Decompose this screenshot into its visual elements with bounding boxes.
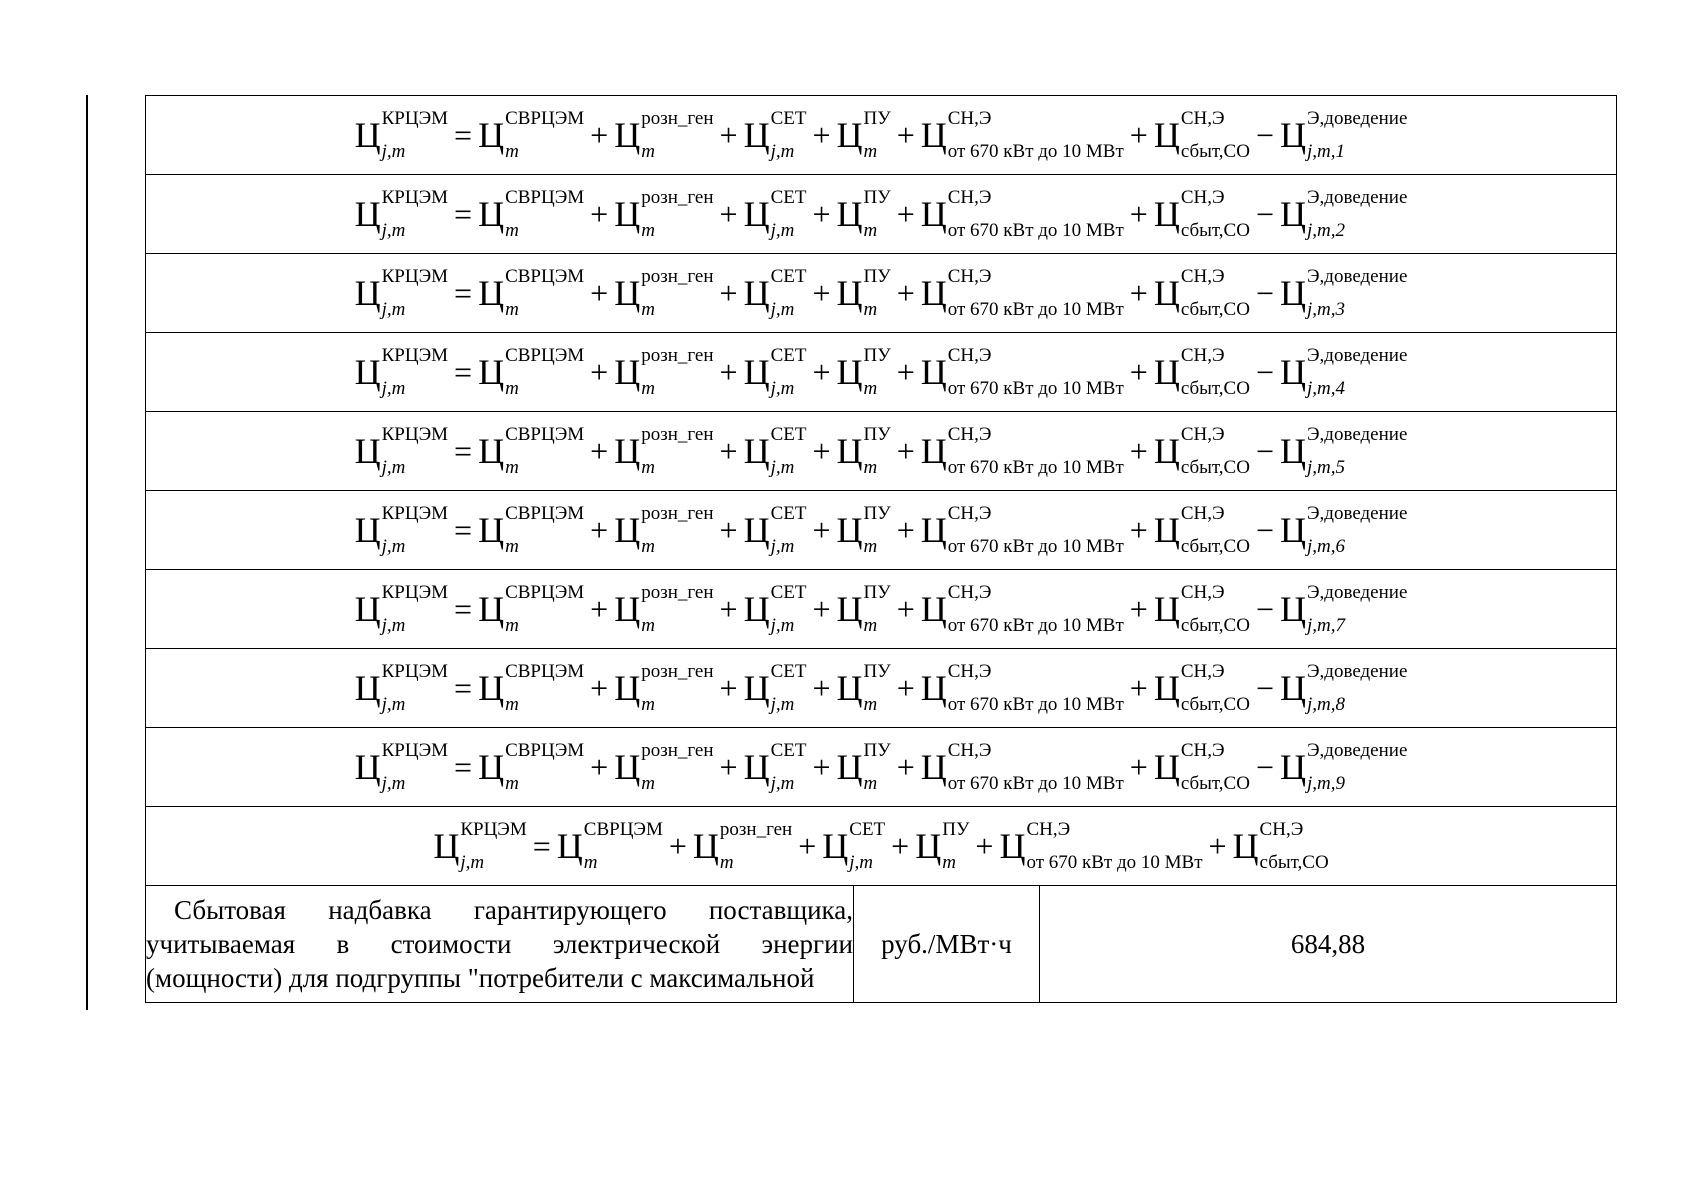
formula-term-adjustment: Ц Э,доведение j,m,4 [1280,345,1408,399]
formula-operator: + [975,827,994,864]
formula-term: Ц СЕТ j,m [822,819,886,873]
price-formula [355,188,1408,240]
unit-cell: руб./МВт·ч [854,886,1040,1003]
formula-operator: + [896,116,915,153]
formula-term: Ц СЕТ j,m [743,503,807,557]
formula-term: Ц СЕТ j,m [743,740,807,794]
formula-operator: + [896,195,915,232]
formula-operator: + [812,432,831,469]
formula-operator: + [1129,669,1148,706]
formula-row [146,570,1617,649]
formula-operator: + [812,353,831,390]
formula-term: Ц СН,Э от 670 кВт до 10 МВт [920,582,1124,636]
formula-term: Ц СН,Э сбыт,СО [1153,108,1250,162]
formula-term: Ц ПУ m [836,108,891,162]
formula-term-adjustment: Ц Э,доведение j,m,5 [1280,424,1408,478]
formula-term: Ц КРЦЭМ j,m [354,740,449,794]
formula-cell [146,96,1617,175]
formula-cell [146,333,1617,412]
formula-term: Ц СВРЦЭМ m [478,582,585,636]
formula-term: Ц розн_ген m [614,661,714,715]
formula-row [146,728,1617,807]
formula-term: Ц ПУ m [836,266,891,320]
formula-term: Ц розн_ген m [614,582,714,636]
formula-operator: + [668,827,687,864]
price-formula [355,583,1408,635]
formula-term: Ц ПУ m [836,661,891,715]
formula-cell [146,412,1617,491]
formula-operator: + [896,432,915,469]
formula-operator: + [812,195,831,232]
formula-term-adjustment: Ц Э,доведение j,m,9 [1280,740,1408,794]
formula-term: Ц ПУ m [836,582,891,636]
formula-operator: + [798,827,817,864]
formula-cell [146,175,1617,254]
formula-term: Ц розн_ген m [614,740,714,794]
formula-term: Ц КРЦЭМ j,m [354,503,449,557]
description-cell [146,886,854,1003]
formula-term: Ц ПУ m [836,424,891,478]
formula-term: Ц КРЦЭМ j,m [354,266,449,320]
formula-operator: = [454,274,473,311]
price-formula [355,662,1408,714]
formula-operator: + [896,590,915,627]
formula-operator: + [719,669,738,706]
formula-term-adjustment: Ц Э,доведение j,m,6 [1280,503,1408,557]
formula-operator: + [1129,511,1148,548]
formula-operator: = [454,353,473,390]
price-formula [355,346,1408,398]
formula-operator: − [1255,748,1274,785]
formula-operator: − [1255,116,1274,153]
formula-term: Ц СН,Э от 670 кВт до 10 МВт [920,424,1124,478]
formula-operator: + [812,511,831,548]
formula-term: Ц СВРЦЭМ m [478,503,585,557]
formula-operator: + [896,748,915,785]
formula-term: Ц СВРЦЭМ m [478,740,585,794]
formula-operator: + [590,195,609,232]
formula-cell [146,649,1617,728]
formula-term: Ц ПУ m [915,819,970,873]
formula-operator: + [896,274,915,311]
formula-rows [146,96,1617,886]
formula-term: Ц розн_ген m [614,266,714,320]
formula-term-adjustment: Ц Э,доведение j,m,7 [1280,582,1408,636]
formula-term: Ц СН,Э от 670 кВт до 10 МВт [920,266,1124,320]
markup-row [146,886,1617,1003]
formula-operator: + [590,511,609,548]
formula-term: Ц розн_ген m [614,345,714,399]
formula-row [146,649,1617,728]
formula-cell [146,254,1617,333]
formula-term: Ц СН,Э от 670 кВт до 10 МВт [920,187,1124,241]
formula-operator: + [896,511,915,548]
formula-operator: + [1129,116,1148,153]
formula-operator: + [1129,274,1148,311]
formula-term: Ц СН,Э сбыт,СО [1232,819,1329,873]
formula-term: Ц СН,Э сбыт,СО [1153,661,1250,715]
formula-term: Ц СВРЦЭМ m [478,108,585,162]
formula-operator: + [1129,195,1148,232]
formula-term: Ц СЕТ j,m [743,424,807,478]
formula-operator: − [1255,274,1274,311]
formula-term: Ц КРЦЭМ j,m [354,424,449,478]
formula-term: Ц розн_ген m [614,108,714,162]
formula-operator: = [454,669,473,706]
formula-term: Ц СЕТ j,m [743,582,807,636]
formula-term-adjustment: Ц Э,доведение j,m,3 [1280,266,1408,320]
formula-cell [146,728,1617,807]
formula-operator: + [590,590,609,627]
formula-operator: + [812,116,831,153]
formula-term: Ц КРЦЭМ j,m [354,108,449,162]
formula-term: Ц СЕТ j,m [743,108,807,162]
formula-row [146,175,1617,254]
formula-operator: − [1255,353,1274,390]
formula-operator: + [719,511,738,548]
formula-operator: + [590,274,609,311]
formula-row [146,333,1617,412]
formula-term: Ц КРЦЭМ j,m [433,819,527,873]
formula-row [146,254,1617,333]
formula-term: Ц СН,Э сбыт,СО [1153,345,1250,399]
formula-term: Ц СВРЦЭМ m [478,424,585,478]
formula-operator: + [1129,353,1148,390]
markup-description: Сбытовая надбавка гарантирующего поставщика, учитываемая в стоимости электрической энергии (мощности) для подгруппы "потребители с максимальной [146,895,853,993]
formula-term-adjustment: Ц Э,доведение j,m,8 [1280,661,1408,715]
formula-operator: + [896,669,915,706]
formula-term: Ц СН,Э от 670 кВт до 10 МВт [920,661,1124,715]
formula-operator: + [719,590,738,627]
formula-term: Ц ПУ m [836,345,891,399]
formula-operator: + [590,353,609,390]
formula-term: Ц СВРЦЭМ m [556,819,663,873]
formula-row [146,96,1617,175]
formula-operator: − [1255,590,1274,627]
formula-operator: + [1208,827,1227,864]
formula-term: Ц СВРЦЭМ m [478,187,585,241]
price-formula [355,109,1408,161]
formula-operator: + [812,669,831,706]
price-formula [433,820,1328,872]
formula-operator: + [590,116,609,153]
formula-term: Ц СН,Э от 670 кВт до 10 МВт [920,108,1124,162]
formula-term: Ц СН,Э сбыт,СО [1153,424,1250,478]
formula-operator: − [1255,669,1274,706]
formula-operator: − [1255,432,1274,469]
formula-operator: + [590,432,609,469]
formula-operator: = [454,432,473,469]
formula-term: Ц СВРЦЭМ m [478,345,585,399]
formula-term: Ц СЕТ j,m [743,661,807,715]
formula-operator: + [891,827,910,864]
formula-operator: = [454,511,473,548]
page-margin-line [86,95,88,1010]
formula-term: Ц розн_ген m [614,424,714,478]
formula-term: Ц СЕТ j,m [743,266,807,320]
formula-operator: + [719,274,738,311]
formula-operator: + [719,353,738,390]
formula-cell [146,491,1617,570]
formula-term: Ц СН,Э сбыт,СО [1153,740,1250,794]
formula-operator: + [1129,432,1148,469]
formula-row [146,412,1617,491]
formula-term: Ц СН,Э сбыт,СО [1153,582,1250,636]
formula-term: Ц СН,Э от 670 кВт до 10 МВт [920,503,1124,557]
formula-term: Ц ПУ m [836,740,891,794]
formula-term: Ц розн_ген m [614,503,714,557]
formula-operator: = [454,195,473,232]
price-formula [355,425,1408,477]
formula-term: Ц КРЦЭМ j,m [354,187,449,241]
formula-operator: + [719,432,738,469]
formula-operator: = [454,748,473,785]
formula-term: Ц СВРЦЭМ m [478,266,585,320]
formula-term: Ц ПУ m [836,503,891,557]
formula-term: Ц СН,Э от 670 кВт до 10 МВт [999,819,1203,873]
formula-operator: − [1255,511,1274,548]
formula-row [146,491,1617,570]
formula-operator: + [896,353,915,390]
formula-cell [146,807,1617,886]
formula-operator: = [454,590,473,627]
formula-term: Ц КРЦЭМ j,m [354,345,449,399]
formula-term: Ц СН,Э сбыт,СО [1153,187,1250,241]
formula-term: Ц СН,Э от 670 кВт до 10 МВт [920,345,1124,399]
price-formula [355,267,1408,319]
formula-term: Ц ПУ m [836,187,891,241]
formula-term: Ц КРЦЭМ j,m [354,661,449,715]
formula-term: Ц СН,Э сбыт,СО [1153,266,1250,320]
formula-operator: − [1255,195,1274,232]
formula-term: Ц розн_ген m [692,819,793,873]
price-formula [355,741,1408,793]
formula-term: Ц СВРЦЭМ m [478,661,585,715]
formula-operator: + [1129,748,1148,785]
formula-operator: + [812,274,831,311]
formula-term-adjustment: Ц Э,доведение j,m,1 [1280,108,1408,162]
formula-term-adjustment: Ц Э,доведение j,m,2 [1280,187,1408,241]
formula-operator: + [590,748,609,785]
value-cell: 684,88 [1040,886,1617,1003]
formula-operator: = [454,116,473,153]
formula-term: Ц СЕТ j,m [743,345,807,399]
formula-term: Ц КРЦЭМ j,m [354,582,449,636]
formula-operator: = [532,827,551,864]
formula-term: Ц СН,Э сбыт,СО [1153,503,1250,557]
formula-cell [146,570,1617,649]
formula-term: Ц СН,Э от 670 кВт до 10 МВт [920,740,1124,794]
formula-operator: + [719,195,738,232]
formula-term: Ц розн_ген m [614,187,714,241]
formula-term: Ц СЕТ j,m [743,187,807,241]
formula-operator: + [590,669,609,706]
formula-operator: + [719,748,738,785]
formula-operator: + [719,116,738,153]
formula-operator: + [812,590,831,627]
formula-operator: + [812,748,831,785]
tariff-table [145,95,1617,1003]
formula-row [146,807,1617,886]
price-formula [355,504,1408,556]
formula-operator: + [1129,590,1148,627]
